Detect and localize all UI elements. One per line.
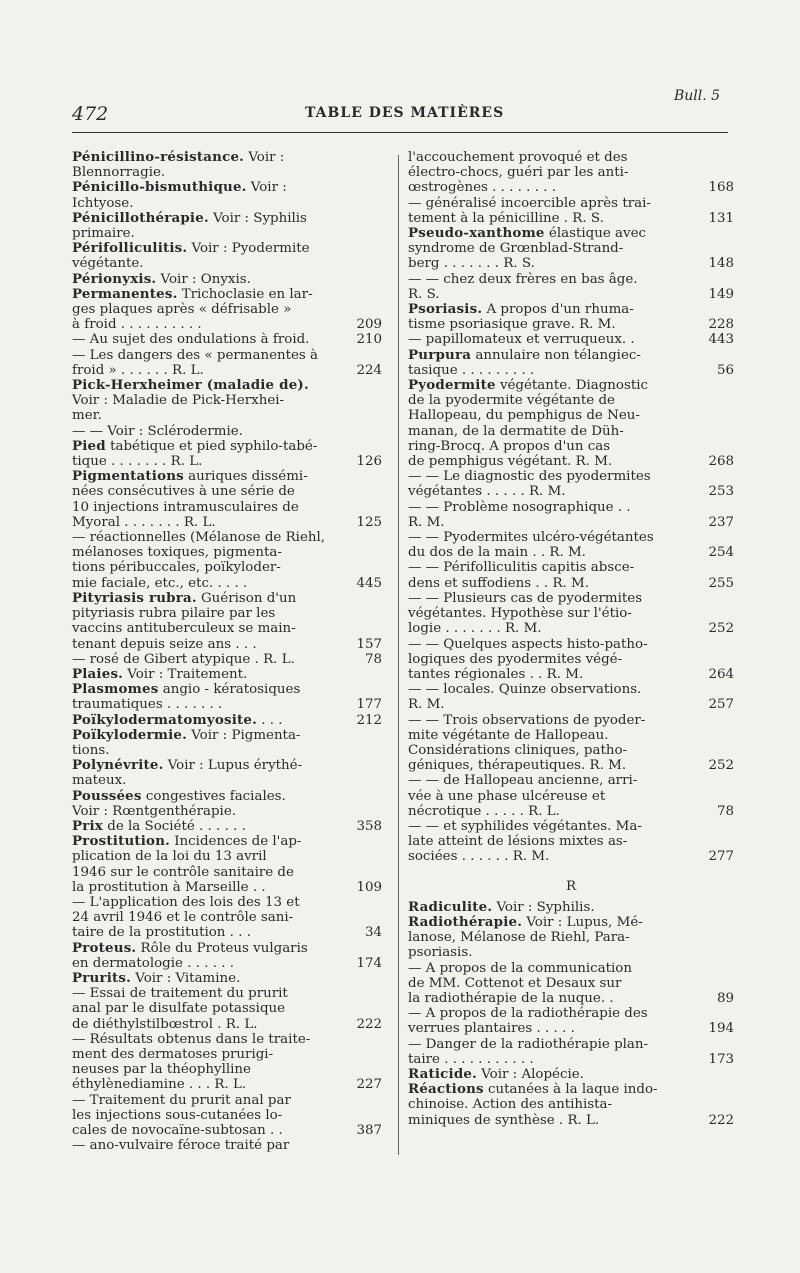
entry-line: de la pyodermite végétante de — [408, 393, 615, 409]
entry-line: Pénicillino-résistance. Voir : — [72, 149, 285, 165]
entry-line: 24 avril 1946 et le contrôle sani- — [72, 910, 294, 926]
entry-line: Permanentes. Trichoclasie en lar- — [72, 285, 313, 302]
entry-line: Pigmentations auriques dissémi- — [72, 468, 308, 485]
entry-line: Plasmomes angio - kératosiques — [72, 681, 301, 698]
entry-line: vaccins antituberculeux se main- — [72, 621, 296, 637]
index-entry — [72, 348, 382, 378]
entry-line: — rosé de Gibert atypique . R. L. — [72, 651, 295, 667]
entry-line: — — Trois observations de pyoder- — [408, 712, 646, 728]
page-ref: 227 — [356, 1077, 382, 1093]
entry-line: lanose, Mélanose de Riehl, Para- — [408, 930, 630, 946]
entry-line: cales de novocaïne-subtosan . . — [72, 1123, 283, 1138]
bulletin-label: Bull. 5 — [674, 88, 721, 104]
entry-headword: Pénicillo-bismuthique. — [72, 179, 247, 196]
entry-headword: Raticide. — [408, 1065, 477, 1082]
entry-line: la radiothérapie de la nuque. . — [408, 990, 614, 1006]
entry-headword: Périfolliculitis. — [72, 240, 188, 257]
entry-line: Pyodermite végétante. Diagnostic — [408, 377, 649, 394]
index-entry — [408, 530, 734, 560]
page-ref: 268 — [708, 454, 734, 470]
entry-line: taire de la prostitution . . . — [72, 925, 251, 941]
left-column — [72, 150, 382, 1153]
page-ref: 174 — [356, 955, 382, 971]
index-entry — [408, 332, 734, 347]
entry-line: — — Pyodermites ulcéro-végétantes — [408, 530, 654, 546]
entry-line: pityriasis rubra pilaire par les — [72, 606, 276, 622]
entry-line: les injections sous-cutanées lo- — [72, 1107, 283, 1123]
page-ref: 209 — [356, 317, 382, 333]
entry-headword: Permanentes. — [72, 285, 178, 302]
index-entry — [408, 150, 734, 196]
index-entry — [72, 591, 382, 652]
entry-line: verrues plantaires . . . . . — [408, 1021, 575, 1037]
index-entry — [72, 971, 382, 986]
entry-line: œstrogènes . . . . . . . . — [408, 180, 556, 196]
page-ref: 264 — [708, 666, 734, 682]
entry-line: Périonyxis. Voir : Onyxis. — [72, 270, 251, 287]
index-entry — [72, 713, 382, 728]
entry-line: Poïkylodermie. Voir : Pigmenta- — [72, 726, 301, 743]
entry-line: végétante. — [72, 256, 144, 272]
entry-line: de diéthylstilbœstrol . R. L. — [72, 1016, 258, 1032]
entry-line: Hallopeau, du pemphigus de Neu- — [408, 408, 640, 424]
entry-line: logiques des pyodermites végé- — [408, 651, 623, 667]
index-entry — [72, 241, 382, 271]
entry-line: Pseudo-xanthome élastique avec — [408, 225, 646, 242]
index-entry — [408, 591, 734, 637]
index-entry — [408, 1006, 734, 1036]
entry-line: tions péribuccales, poïkyloder- — [72, 560, 281, 576]
entry-line: traumatiques . . . . . . . — [72, 697, 223, 713]
index-entry — [408, 819, 734, 865]
entry-line: — — Le diagnostic des pyodermites — [408, 469, 651, 485]
entry-line: Pénicillothérapie. Voir : Syphilis — [72, 209, 307, 226]
page-ref: 131 — [708, 210, 734, 226]
entry-line: Prix de la Société . . . . . . — [72, 817, 246, 834]
index-entry — [72, 150, 382, 180]
page-ref: 109 — [356, 879, 382, 895]
entry-headword: Pied — [72, 437, 106, 454]
entry-line: l'accouchement provoqué et des — [408, 150, 628, 165]
entry-line: Myoral . . . . . . . R. L. — [72, 514, 216, 530]
entry-headword: Prurits. — [72, 969, 131, 986]
page-ref: 257 — [708, 697, 734, 713]
entry-line: froid » . . . . . . R. L. — [72, 362, 204, 378]
index-entry — [408, 226, 734, 272]
entry-headword: Poussées — [72, 787, 142, 804]
entry-line: — Au sujet des ondulations à froid. — [72, 332, 310, 348]
entry-line: Poïkylodermatomyosite. . . . — [72, 711, 283, 728]
entry-line: plication de la loi du 13 avril — [72, 849, 267, 865]
index-entry — [408, 637, 734, 683]
entry-line: anal par le disulfate potassique — [72, 1001, 286, 1017]
entry-line: — généralisé incoercible après trai- — [408, 195, 651, 211]
entry-line: mite végétante de Hallopeau. — [408, 727, 609, 743]
entry-headword: Poïkylodermatomyosite. — [72, 711, 257, 728]
entry-line: tenant depuis seize ans . . . — [72, 636, 257, 652]
entry-headword: Pick-Herxheimer (maladie de). — [72, 377, 309, 394]
entry-line: tasique . . . . . . . . . — [408, 362, 535, 378]
entry-line: psoriasis. — [408, 945, 473, 961]
entry-headword: Pseudo-xanthome — [408, 225, 545, 242]
entry-headword: Plasmomes — [72, 681, 159, 698]
page-ref: 34 — [364, 925, 382, 941]
entry-headword: Plaies. — [72, 665, 124, 682]
entry-line: Blennorragie. — [72, 165, 166, 181]
index-entry — [72, 272, 382, 287]
entry-line: la prostitution à Marseille . . — [72, 879, 266, 895]
page-ref: 194 — [708, 1021, 734, 1037]
entry-line: berg . . . . . . . R. S. — [408, 256, 535, 272]
index-entry — [408, 560, 734, 590]
entry-line: du dos de la main . . R. M. — [408, 545, 586, 561]
entry-line: tions. — [72, 742, 110, 758]
entry-line: — L'application des lois des 13 et — [72, 894, 300, 910]
page-ref: 277 — [708, 849, 734, 865]
entry-line: Raticide. Voir : Alopécie. — [408, 1065, 584, 1082]
entry-line: syndrome de Grœnblad-Strand- — [408, 241, 624, 257]
index-entry — [408, 961, 734, 1007]
entry-line: R. M. — [408, 697, 445, 713]
right-column — [408, 150, 734, 1128]
index-entry — [72, 789, 382, 819]
page-ref: 89 — [716, 990, 734, 1006]
entry-line: 10 injections intramusculaires de — [72, 499, 299, 515]
entry-line: — — Problème nosographique . . — [408, 499, 631, 515]
entry-line: R. S. — [408, 286, 440, 302]
index-entry — [408, 713, 734, 774]
index-entry — [72, 728, 382, 758]
index-entry — [408, 272, 734, 302]
entry-headword: Pigmentations — [72, 468, 184, 485]
entry-line: neuses par la théophylline — [72, 1062, 251, 1078]
index-entry — [72, 819, 382, 834]
entry-line: — — Quelques aspects histo-patho- — [408, 636, 648, 652]
index-entry — [72, 1093, 382, 1139]
entry-headword: Pénicillino-résistance. — [72, 149, 245, 165]
index-entry — [408, 378, 734, 469]
index-entry — [72, 941, 382, 971]
entry-line: à froid . . . . . . . . . . — [72, 317, 202, 333]
entry-headword: Pyodermite — [408, 377, 496, 394]
entry-headword: Polynévrite. — [72, 757, 164, 774]
page-ref: 252 — [708, 621, 734, 637]
index-entry — [72, 667, 382, 682]
page-ref: 224 — [356, 362, 382, 378]
entry-headword: Périonyxis. — [72, 270, 157, 287]
entry-line: tisme psoriasique grave. R. M. — [408, 317, 616, 333]
entry-line: Considérations cliniques, patho- — [408, 742, 628, 758]
page-ref: 228 — [708, 317, 734, 333]
index-entry — [408, 1067, 734, 1082]
page-title: TABLE DES MATIÈRES — [305, 105, 505, 121]
entry-headword: Prix — [72, 817, 103, 834]
entry-line: tique . . . . . . . R. L. — [72, 454, 203, 470]
entry-line: — Résultats obtenus dans le traite- — [72, 1031, 311, 1047]
entry-line: chinoise. Action des antihista- — [408, 1097, 613, 1113]
header-rule — [72, 132, 728, 133]
entry-line: géniques, thérapeutiques. R. M. — [408, 758, 627, 774]
page-ref: 222 — [356, 1016, 382, 1032]
index-entry — [408, 682, 734, 712]
entry-line: primaire. — [72, 226, 135, 242]
index-entry — [72, 1032, 382, 1093]
entry-line: Pénicillo-bismuthique. Voir : — [72, 179, 287, 196]
index-entry — [72, 652, 382, 667]
index-entry — [408, 469, 734, 499]
entry-line: en dermatologie . . . . . . — [72, 955, 235, 971]
index-entry — [72, 530, 382, 591]
entry-headword: Prostitution. — [72, 833, 170, 850]
entry-line: — Traitement du prurit anal par — [72, 1092, 291, 1108]
index-entry — [72, 834, 382, 895]
entry-line: — — Voir : Sclérodermie. — [72, 423, 243, 439]
index-entry — [72, 180, 382, 210]
entry-line: tement à la pénicilline . R. S. — [408, 210, 604, 226]
entry-line: manan, de la dermatite de Düh- — [408, 423, 624, 439]
page-ref: 125 — [356, 514, 382, 530]
entry-line: Poussées congestives faciales. — [72, 787, 286, 804]
entry-headword: Proteus. — [72, 939, 137, 956]
page-ref: 253 — [708, 484, 734, 500]
entry-line: taire . . . . . . . . . . . — [408, 1051, 534, 1067]
index-entry — [72, 986, 382, 1032]
entry-line: late atteint de lésions mixtes as- — [408, 834, 628, 850]
index-entry — [408, 348, 734, 378]
entry-headword: Radiculite. — [408, 898, 493, 915]
index-entry — [72, 211, 382, 241]
index-entry — [72, 424, 382, 439]
entry-line: éthylènediamine . . . R. L. — [72, 1077, 247, 1093]
index-entry — [408, 1037, 734, 1067]
index-entry — [72, 682, 382, 712]
index-entry — [408, 1082, 734, 1128]
entry-line: nécrotique . . . . . R. L. — [408, 803, 560, 819]
page-ref: 157 — [356, 636, 382, 652]
entry-line: mer. — [72, 408, 102, 424]
entry-line: ring-Brocq. A propos d'un cas — [408, 438, 611, 454]
index-entry — [72, 895, 382, 941]
page-ref: 443 — [708, 332, 734, 348]
index-entry — [72, 758, 382, 788]
entry-line: — — et syphilides végétantes. Ma- — [408, 818, 642, 834]
page-ref: 126 — [356, 454, 382, 470]
index-entry — [408, 302, 734, 332]
page-ref: 255 — [708, 575, 734, 591]
entry-line: dens et suffodiens . . R. M. — [408, 575, 590, 591]
page-ref: 78 — [364, 651, 382, 667]
entry-headword: Radiothérapie. — [408, 913, 523, 930]
entry-line: Radiothérapie. Voir : Lupus, Mé- — [408, 913, 643, 930]
index-entry — [408, 773, 734, 819]
index-entry — [408, 900, 734, 915]
index-entry — [72, 439, 382, 469]
entry-line: — Essai de traitement du prurit — [72, 986, 288, 1002]
entry-headword: Poïkylodermie. — [72, 726, 187, 743]
entry-line: Psoriasis. A propos d'un rhuma- — [408, 301, 634, 318]
entry-line: R. M. — [408, 514, 445, 530]
entry-headword: Pénicillothérapie. — [72, 209, 209, 226]
index-entry — [408, 196, 734, 226]
page-ref: 358 — [356, 818, 382, 834]
entry-line: — papillomateux et verruqueux. . — [408, 332, 635, 348]
index-entry — [408, 915, 734, 961]
entry-line: sociées . . . . . . R. M. — [408, 849, 550, 865]
entry-line: Purpura annulaire non télangiec- — [408, 346, 641, 363]
index-entry — [72, 469, 382, 530]
page-ref: 56 — [716, 362, 734, 378]
entry-line: — Danger de la radiothérapie plan- — [408, 1036, 649, 1052]
entry-line: logie . . . . . . . R. M. — [408, 621, 542, 637]
entry-line: électro-chocs, guéri par les anti- — [408, 165, 629, 181]
page-ref: 237 — [708, 514, 734, 530]
entry-line: — A propos de la communication — [408, 960, 632, 976]
entry-line: Plaies. Voir : Traitement. — [72, 665, 248, 682]
page-number: 472 — [72, 103, 109, 125]
entry-line: tantes régionales . . R. M. — [408, 666, 584, 682]
entry-line: ges plaques après « défrisable » — [72, 302, 292, 318]
page-ref: 148 — [708, 256, 734, 272]
entry-line: ment des dermatoses prurigi- — [72, 1046, 274, 1062]
index-entry — [408, 500, 734, 530]
page-ref: 212 — [356, 712, 382, 728]
entry-line: de pemphigus végétant. R. M. — [408, 454, 613, 470]
entry-line: Radiculite. Voir : Syphilis. — [408, 898, 595, 915]
entry-line: — — locales. Quinze observations. — [408, 682, 642, 698]
entry-line: Prurits. Voir : Vitamine. — [72, 969, 241, 986]
entry-headword: Purpura — [408, 346, 472, 363]
entry-line: de MM. Cottenot et Desaux sur — [408, 975, 622, 991]
entry-line: vée à une phase ulcéreuse et — [408, 788, 606, 804]
index-entry — [72, 287, 382, 333]
entry-line: mélanoses toxiques, pigmenta- — [72, 545, 282, 561]
section-letter: R — [565, 878, 577, 894]
entry-line: — Les dangers des « permanentes à — [72, 347, 319, 363]
index-entry — [72, 378, 382, 424]
entry-line: mie faciale, etc., etc. . . . . — [72, 575, 248, 591]
entry-line: 1946 sur le contrôle sanitaire de — [72, 864, 294, 880]
page-ref: 177 — [356, 697, 382, 713]
entry-line: Pick-Herxheimer (maladie de). Voir : Maladie de Pick-Herxhei- — [72, 377, 309, 409]
page-ref: 210 — [356, 332, 382, 348]
entry-line: — A propos de la radiothérapie des — [408, 1006, 648, 1022]
entry-line: — — chez deux frères en bas âge. — [408, 271, 638, 287]
entry-line: Voir : Rœntgenthérapie. — [72, 803, 237, 819]
entry-line: Polynévrite. Voir : Lupus érythé- — [72, 757, 303, 774]
entry-line: — — Plusieurs cas de pyodermites — [408, 590, 643, 606]
entry-line: végétantes. Hypothèse sur l'étio- — [408, 606, 632, 622]
entry-headword: Réactions — [408, 1081, 484, 1098]
page-ref: 149 — [708, 286, 734, 302]
column-divider — [398, 155, 399, 1155]
index-entry — [72, 1138, 382, 1153]
entry-line: Périfolliculitis. Voir : Pyodermite — [72, 240, 310, 257]
entry-line: — — de Hallopeau ancienne, arri- — [408, 773, 638, 789]
entry-line: — réactionnelles (Mélanose de Riehl, — [72, 530, 326, 546]
entry-line: Réactions cutanées à la laque indo- — [408, 1081, 658, 1098]
entry-line: Ichtyose. — [72, 195, 134, 211]
page-ref: 445 — [356, 575, 382, 591]
entry-line: miniques de synthèse . R. L. — [408, 1112, 600, 1128]
entry-headword: Pityriasis rubra. — [72, 589, 197, 606]
page-ref: 168 — [708, 180, 734, 196]
entry-headword: Psoriasis. — [408, 301, 483, 318]
entry-line: Pityriasis rubra. Guérison d'un — [72, 589, 297, 606]
entry-line: Pied tabétique et pied syphilo-tabé- — [72, 437, 318, 454]
entry-line: mateux. — [72, 773, 127, 789]
page-ref: 173 — [708, 1051, 734, 1067]
entry-line: végétantes . . . . . R. M. — [408, 484, 566, 500]
page-ref: 254 — [708, 545, 734, 561]
page-ref: 78 — [716, 803, 734, 819]
index-entry — [72, 332, 382, 347]
entry-line: nées consécutives à une série de — [72, 484, 295, 500]
entry-line: Prostitution. Incidences de l'ap- — [72, 833, 302, 850]
page-ref: 387 — [356, 1123, 382, 1138]
entry-line: Proteus. Rôle du Proteus vulgaris — [72, 939, 308, 956]
page-ref: 252 — [708, 758, 734, 774]
entry-line: — ano-vulvaire féroce traité par — [72, 1138, 290, 1154]
page-ref: 222 — [708, 1112, 734, 1128]
entry-line: — — Périfolliculitis capitis absce- — [408, 560, 635, 576]
